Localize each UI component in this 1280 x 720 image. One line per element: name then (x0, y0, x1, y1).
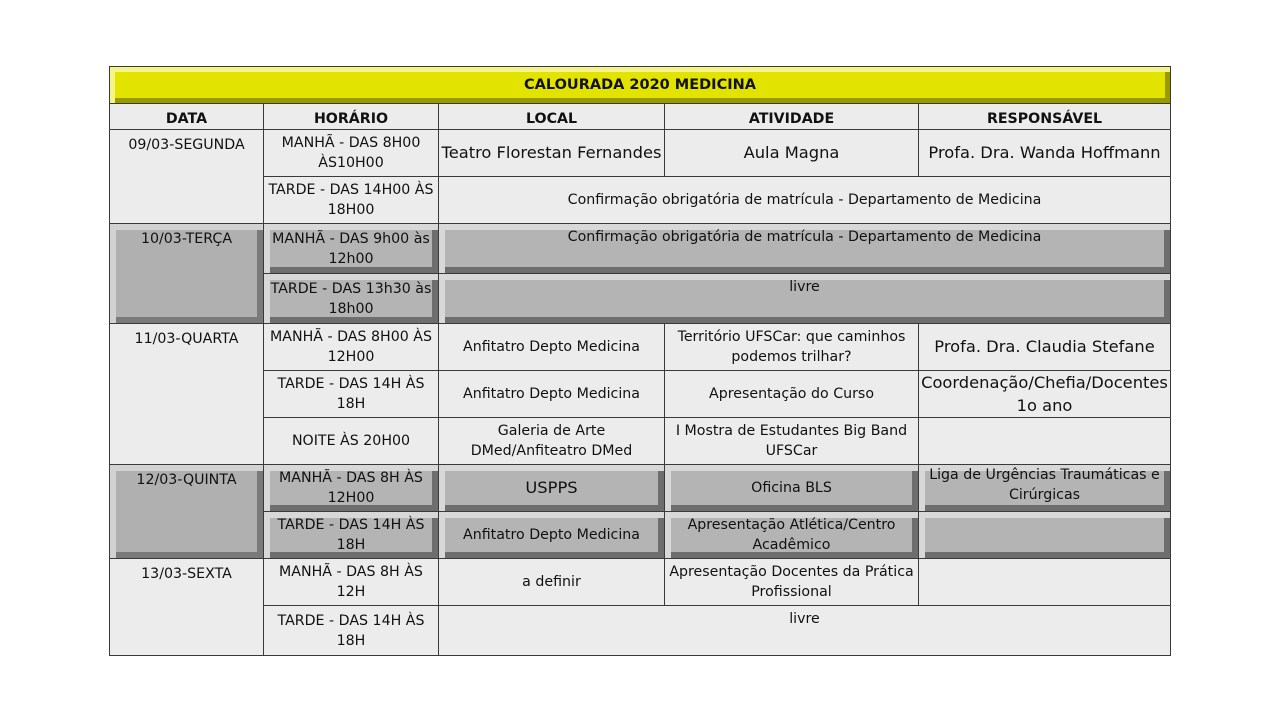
responsible-cell (919, 512, 1171, 559)
table-row (110, 559, 1171, 606)
local-cell: Anfitatro Depto Medicina (439, 324, 665, 371)
time-cell: TARDE - DAS 13h30 às 18h00 (264, 274, 439, 324)
time-cell: MANHÃ - DAS 8H ÀS 12H (264, 559, 439, 606)
table-row (110, 324, 1171, 371)
table-row (110, 274, 1171, 324)
time-cell: MANHÃ - DAS 9h00 às 12h00 (264, 224, 439, 274)
time-cell: TARDE - DAS 14H ÀS 18H (264, 512, 439, 559)
responsible-cell (919, 559, 1171, 606)
local-cell: Anfitatro Depto Medicina (439, 371, 665, 418)
header-atividade: ATIVIDADE (665, 104, 919, 130)
time-cell: TARDE - DAS 14H00 ÀS 18H00 (264, 177, 439, 224)
time-cell: TARDE - DAS 14H ÀS 18H (264, 371, 439, 418)
responsible-cell: Coordenação/Chefia/Docentes 1o ano (919, 371, 1171, 418)
table-row (110, 130, 1171, 177)
time-cell: MANHÃ - DAS 8H00 ÀS10H00 (264, 130, 439, 177)
merged-activity-cell: livre (439, 274, 1171, 324)
activity-cell: Oficina BLS (665, 465, 919, 512)
activity-cell: I Mostra de Estudantes Big Band UFSCar (665, 418, 919, 465)
responsible-cell (919, 418, 1171, 465)
time-cell: MANHÃ - DAS 8H00 ÀS 12H00 (264, 324, 439, 371)
table-row (110, 465, 1171, 512)
local-cell: Galeria de Arte DMed/Anfiteatro DMed (439, 418, 665, 465)
date-cell: 13/03-SEXTA (110, 559, 264, 656)
header-responsavel: RESPONSÁVEL (919, 104, 1171, 130)
header-local: LOCAL (439, 104, 665, 130)
table-row (110, 371, 1171, 418)
local-cell: a definir (439, 559, 665, 606)
activity-cell: Apresentação do Curso (665, 371, 919, 418)
local-cell: USPPS (439, 465, 665, 512)
responsible-cell: Liga de Urgências Traumáticas e Cirúrgicas (919, 465, 1171, 512)
activity-cell: Apresentação Docentes da Prática Profissional (665, 559, 919, 606)
activity-cell: Apresentação Atlética/Centro Acadêmico (665, 512, 919, 559)
merged-activity-cell: livre (439, 606, 1171, 656)
local-cell: Anfitatro Depto Medicina (439, 512, 665, 559)
responsible-cell: Profa. Dra. Wanda Hoffmann (919, 130, 1171, 177)
local-cell: Teatro Florestan Fernandes (439, 130, 665, 177)
date-cell: 12/03-QUINTA (110, 465, 264, 559)
table-row (110, 606, 1171, 656)
header-data: DATA (110, 104, 264, 130)
merged-activity-cell: Confirmação obrigatória de matrícula - Departamento de Medicina (439, 177, 1171, 224)
time-cell: NOITE ÀS 20H00 (264, 418, 439, 465)
activity-cell: Território UFSCar: que caminhos podemos trilhar? (665, 324, 919, 371)
time-cell: MANHÃ - DAS 8H ÀS 12H00 (264, 465, 439, 512)
schedule-table (109, 66, 1171, 656)
header-horario: HORÁRIO (264, 104, 439, 130)
table-title: CALOURADA 2020 MEDICINA (110, 67, 1171, 104)
activity-cell: Aula Magna (665, 130, 919, 177)
date-cell: 11/03-QUARTA (110, 324, 264, 465)
table-row (110, 512, 1171, 559)
date-cell: 10/03-TERÇA (110, 224, 264, 324)
table-row (110, 418, 1171, 465)
date-cell: 09/03-SEGUNDA (110, 130, 264, 224)
table-row (110, 224, 1171, 274)
merged-activity-cell: Confirmação obrigatória de matrícula - Departamento de Medicina (439, 224, 1171, 274)
time-cell: TARDE - DAS 14H ÀS 18H (264, 606, 439, 656)
responsible-cell: Profa. Dra. Claudia Stefane (919, 324, 1171, 371)
table-row (110, 177, 1171, 224)
